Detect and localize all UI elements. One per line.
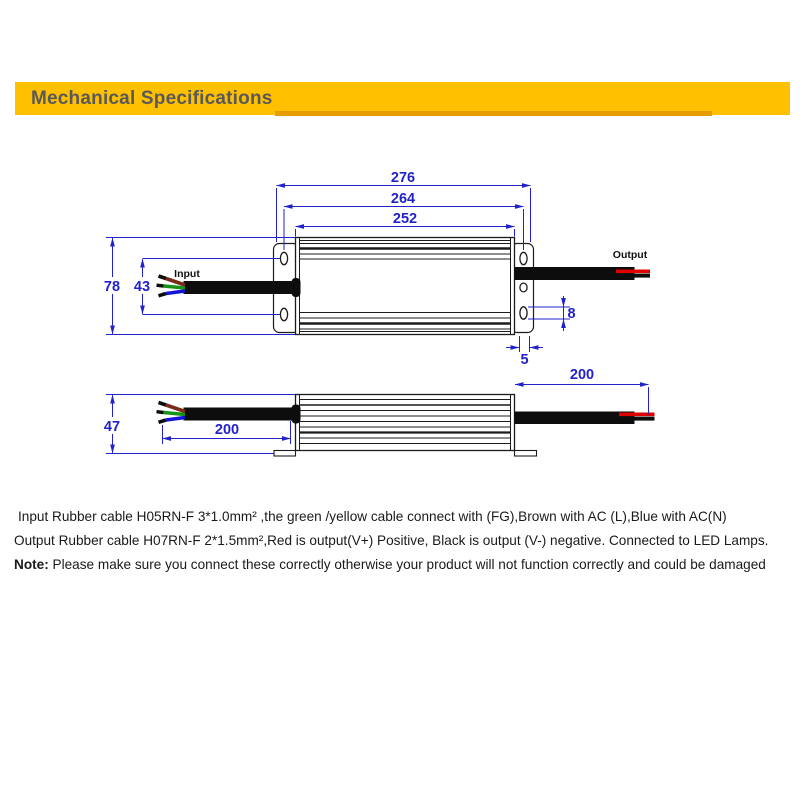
input-cable-note bbox=[14, 506, 788, 528]
mounting-hole bbox=[520, 252, 527, 264]
input-note-body: Input Rubber cable H05RN-F 3*1.0mm² ,the green /yellow cable connect with (FG),Brown with AC (L),Blue with AC(N) bbox=[18, 509, 727, 524]
input-cable-side bbox=[157, 403, 301, 424]
driver-body-side bbox=[274, 395, 537, 457]
output-cable-top bbox=[515, 249, 651, 280]
dim-slot-height: 8 bbox=[567, 306, 576, 322]
dim-overall-width: 78 bbox=[103, 279, 121, 295]
mounting-hole bbox=[520, 307, 527, 319]
page-title: Mechanical Specifications bbox=[31, 87, 273, 109]
output-wire-red bbox=[616, 270, 650, 274]
dim-overall-length: 276 bbox=[390, 170, 416, 186]
input-label: Input bbox=[174, 268, 200, 280]
dim-slot-width: 5 bbox=[520, 352, 529, 368]
mounting-foot-left bbox=[274, 451, 296, 457]
output-cable-side bbox=[515, 412, 655, 425]
notes-section bbox=[14, 506, 788, 578]
side-view-ext-lines bbox=[103, 395, 295, 454]
input-wires-side bbox=[157, 403, 186, 423]
output-note-body: Output Rubber cable H07RN-F 2*1.5mm²,Red is output(V+) Positive, Black is output (V-) negative. Connected to LED Lamps. bbox=[14, 533, 769, 548]
dim-body-length: 252 bbox=[392, 211, 418, 227]
dim-hole-span-width: 43 bbox=[133, 279, 151, 295]
header-accent-strip bbox=[275, 111, 712, 116]
mounting-hole bbox=[520, 283, 527, 292]
top-view-drawing bbox=[99, 170, 650, 368]
side-view-drawing bbox=[99, 367, 655, 456]
dim-hole-span-length: 264 bbox=[390, 191, 416, 207]
warning-note bbox=[14, 554, 788, 576]
warning-note-body: Please make sure you connect these correctly otherwise your product will not function correctly and could be damaged bbox=[48, 557, 766, 572]
mounting-hole bbox=[280, 252, 287, 264]
dim-input-cable-length: 200 bbox=[214, 422, 240, 438]
output-wire-black bbox=[629, 274, 650, 278]
dim-output-cable-length: 200 bbox=[569, 367, 595, 383]
output-wire-red-side bbox=[619, 413, 655, 417]
mounting-hole bbox=[280, 308, 287, 320]
driver-body-top bbox=[296, 238, 515, 335]
output-wire-black-side bbox=[631, 417, 655, 421]
warning-note-prefix: Note: bbox=[14, 557, 49, 572]
dim-profile-height: 47 bbox=[103, 419, 121, 435]
output-label: Output bbox=[612, 249, 648, 261]
output-cable-note bbox=[14, 530, 788, 552]
mounting-foot-right bbox=[515, 451, 537, 457]
mechanical-drawing bbox=[0, 130, 800, 510]
